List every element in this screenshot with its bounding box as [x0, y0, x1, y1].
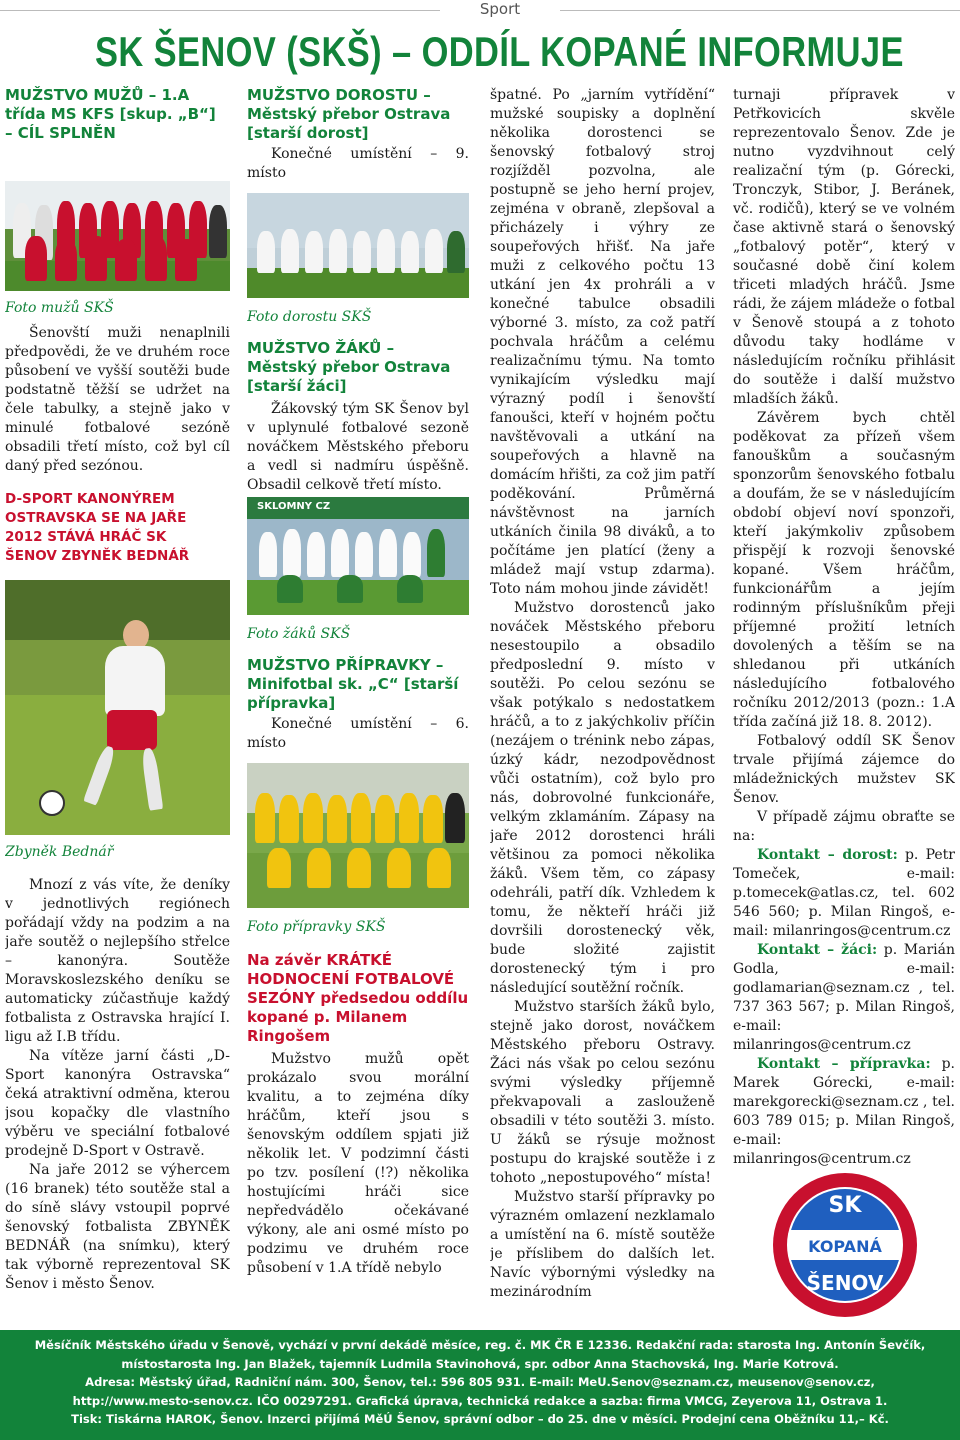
contact-zaci	[733, 941, 955, 1055]
contact-pripravka-text: p. Marek Górecki, e-mail: marekgorecki@seznam.cz , tel. 603 789 015; p. Milan Ringoš, e-mail: milanringos@centrum.cz	[733, 1056, 955, 1166]
summary-final	[733, 86, 955, 1166]
column-2	[247, 86, 469, 1326]
dorost-photo-caption: Foto dorostu SKŠ	[247, 309, 372, 325]
contact-zaci-label: Kontakt – žáci:	[757, 942, 878, 958]
bednar-photo-caption: Zbyněk Bednář	[5, 844, 114, 860]
men-paragraph: Šenovští muži nenaplnili předpovědi, že ve druhém roce působení ve vyšší soutěži bude podstatně těžší se udržet na čele tabulky, a stejně jako v minulé fotbalové sezóně obsadili třetí místo, což byl cíl daný před sezónou.	[5, 325, 230, 474]
header-rule-left	[0, 10, 440, 11]
contact-dorost-label: Kontakt – dorost:	[757, 847, 898, 863]
summary-paragraph-5: Mužstvo starší přípravky po výrazném omlazení nezklamalo a umístění na 6. místě soutěže je příslibem do dalších let. Navíc výbornými výsledky na mezinárodním	[490, 1189, 715, 1300]
logo-bottom-text: ŠENOV	[806, 1271, 884, 1295]
summary-continued	[490, 86, 715, 1302]
page-title: SK ŠENOV (SKŠ) – ODDÍL KOPANÉ INFORMUJE	[95, 28, 904, 75]
men-photo-caption: Foto mužů SKŠ	[5, 300, 114, 316]
pripravka-result-block	[247, 715, 469, 753]
logo-top-text: SK	[828, 1193, 862, 1218]
footer-line-3: Adresa: Městský úřad, Radniční nám. 300, Šenov, tel.: 596 805 931. E-mail: MeU.Senov@seznam.cz, meusenov@senov.cz,	[85, 1375, 875, 1389]
contact-pripravka-label: Kontakt – přípravka:	[757, 1056, 931, 1072]
men-team-photo	[5, 181, 230, 291]
summary-paragraph-3: Mužstvo dorostenců jako nováček Městského přeboru nesestoupilo a obsadilo předposlední 9. místo v soutěži. Po celou sezónu se však potýkalo s nedostatkem hráčů, a to z jakýchkoliv příčin (nezájem o trénink nebo zápas, úzký kádr, nezodpovědnost vůči ostatním), což bylo pro nás, dobrovolné funkcionáře, velkým zklamáním. Zápasy na jaře 2012 dorostenci hráli většinou za pomoci několika žáků. Všem těm, co zápasy odehráli, patří dík. Vzhledem k tomu, že někteří hráči již dovršili dorostenecký věk, bude složité zajistit dorostenecký tým i pro následující soutěžní ročník.	[490, 600, 715, 996]
summary-paragraph-6: turnaji přípravek v Petřkovicích skvěle reprezentovalo Šenov. Zde je nutno vyzdvihnout celý realizační tým (p. Górecki, Tronczyk, Stibor, J. Beránek, vč. rodičů), který se ve volném čase aktivně stará o šenovský „fotbalový potěr“, který v současné době činí kolem třiceti mladých hráčů. Jsme rádi, že zájem mládeže o fotbal v Šenově stoupá a z tohoto důvodu taky hodláme v následujícím ročníku přihlásit do soutěže i další mužstvo mladších žáků.	[733, 87, 955, 407]
pripravka-photo-caption: Foto přípravky SKŠ	[247, 919, 386, 935]
pripravka-team-photo	[247, 763, 469, 908]
masthead-footer	[0, 1330, 960, 1440]
header-rule-right	[560, 10, 960, 11]
pripravka-result: Konečné umístění – 6. místo	[247, 716, 469, 751]
summary-paragraph: Mužstvo mužů opět prokázalo svou morální kvalitu, a to zejména díky hráčům, kteří jsou s šenovským oddílem spjati již několik let. V podzimní části po tzv. posílení (!?) několika hostujícími hráči sice nepředvádělo očekávané výkony, ale ani osmé místo po podzimu ve druhém roce působení v 1.A třídě nebylo	[247, 1051, 469, 1276]
zaci-photo-caption: Foto žáků SKŠ	[247, 626, 351, 642]
logo-middle-text: KOPANÁ	[808, 1237, 882, 1256]
summary-article	[247, 1050, 469, 1278]
dorost-team-photo	[247, 193, 469, 298]
contact-pripravka	[733, 1055, 955, 1166]
summary-paragraph-2: špatné. Po „jarním vytřídění“ mužské soupisky a doplnění několika dorostenci se šenovský fotbalový stroj rozjížděl pozvolna, ale postupně se jeho herní projev, zejména v obraně, zlepšoval a přicházely i výhry ze soupeřových hřišť. Na jaře muži z celkového počtu 13 utkání jen 4x prohráli a v konečné tabulce obsadili výborné 3. místo, za což patří pochvala hráčům a celému realizačnímu týmu. Na tomto vynikajícím výsledku mají výrazný podíl i šenovští fanoušci, kteří v hojném počtu navštěvovali a utkání na soupeřových a hlavně na domácím hřišti, za což jim patří poděkování. Průměrná návštěvnost na jarních utkáních činila 98 diváků, a to počítáme jen platící (ženy a mládež mají vstup zdarma). Toto nám mohou jinde závidět!	[490, 87, 715, 597]
dorost-heading: MUŽSTVO DOROSTU – Městský přebor Ostrava [starší dorost]	[247, 86, 451, 142]
kanonyr-heading: D-SPORT KANONÝREM OSTRAVSKA SE NA JAŘE 2012 STÁVÁ HRÁČ SK ŠENOV ZBYNĚK BEDNÁŘ	[5, 491, 190, 564]
summary-paragraph-7: Závěrem bych chtěl poděkovat za přízeň všem fanouškům a současným sponzorům šenovského fotbalu a doufám, že se v následujícím období objeví noví sponzoři, kteří jakýmkoliv způsobem přispějí k rozvoji šenovské kopané. Všem hráčům, funkcionářům a jejím rodinným příslušníkům přeji příjemné prožití letních dovolených a těším se na shledanou při utkáních následujícího fotbalového ročníku 2012/2013 (pozn.: 1.A třída začíná již 18. 8. 2012).	[733, 410, 955, 730]
contact-dorost-text: p. Petr Tomeček, e-mail: p.tomecek@atlas.cz, tel. 602 546 560; p. Milan Ringoš, e-mail: milanringos@centrum.cz	[733, 847, 955, 939]
section-label: Sport	[479, 0, 521, 18]
footer-line-1: Měsíčník Městského úřadu v Šenově, vychází v první dekádě měsíce, reg. č. MK ČR E 12336. Redakční rada: starosta Ing. Antonín Ševčík,	[34, 1338, 926, 1352]
kanonyr-paragraph-1: Mnozí z vás víte, že deníky v jednotlivých regiónech pořádají vždy na podzim a na jaře soutěž o nejlepšího střelce – kanonýra. Soutěže Moravskoslezského deníku se automaticky zúčastňuje každý fotbalista z Ostravska hrající I. ligu až I.B třídu.	[5, 877, 230, 1045]
contact-zaci-text: p. Marián Godla, e-mail: godlamarian@seznam.cz , tel. 737 363 567; p. Milan Ringoš, e-mail: milanringos@centrum.cz	[733, 942, 955, 1053]
kanonyr-article	[5, 876, 230, 1294]
footer-line-4: http://www.mesto-senov.cz. IČO 00297291. Grafická úprava, technická redakce a sazba: firma VMCG, Zeyerova 11, Ostrava 1.	[72, 1393, 888, 1408]
contact-intro: V případě zájmu obraťte se na:	[733, 809, 955, 844]
zaci-team-photo	[247, 497, 469, 615]
zaci-article	[247, 400, 469, 495]
men-heading: MUŽSTVO MUŽŮ – 1.A třída MS KFS [skup. „B“] – CÍL SPLNĚN	[5, 86, 216, 142]
column-1	[5, 86, 230, 1326]
footer-line-2: místostarosta Ing. Jan Blažek, tajemník Ludmila Stavinohová, spr. odbor Anna Stachovská, Ing. Marie Kotrová.	[121, 1356, 839, 1371]
summary-heading: Na závěr KRÁTKÉ HODNOCENÍ FOTBALOVÉ SEZÓNY předsedou oddílu kopané p. Milanem Ringošem	[247, 951, 469, 1045]
zaci-photo-banner: SKLOMNY CZ	[247, 497, 469, 519]
pripravka-heading: MUŽSTVO PŘÍPRAVKY – Minifotbal sk. „C“ [starší přípravka]	[247, 656, 459, 712]
dorost-result-block	[247, 145, 469, 183]
kanonyr-paragraph-2: Na vítěze jarní části „D-Sport kanonýra Ostravska“ čeká atraktivní odměna, kterou jsou kopačky dle vlastního výběru ve speciální fotbalové prodejně D-Sport v Ostravě.	[5, 1048, 230, 1159]
footer-line-5: Tisk: Tiskárna HAROK, Šenov. Inzerci přijímá MěÚ Šenov, správní odbor – do 25. dne v měsíci. Prodejní cena Oběžníku 11,– Kč.	[71, 1412, 889, 1426]
men-article	[5, 324, 230, 476]
column-4	[733, 86, 955, 1166]
dorost-result: Konečné umístění – 9. místo	[247, 146, 469, 181]
zaci-paragraph: Žákovský tým SK Šenov byl v uplynulé fotbalové sezoně nováčkem Městského přeboru a vedl si nadmíru úspěšně. Obsadil celkově třetí místo.	[247, 401, 469, 493]
column-3	[490, 86, 715, 1326]
club-logo	[770, 1170, 920, 1320]
recruitment-paragraph: Fotbalový oddíl SK Šenov trvale přijímá zájemce do mládežnických mužstev SK Šenov.	[733, 733, 955, 806]
contact-dorost	[733, 846, 955, 941]
zaci-heading: MUŽSTVO ŽÁKŮ – Městský přebor Ostrava [starší žáci]	[247, 339, 451, 395]
kanonyr-paragraph-3: Na jaře 2012 se výhercem (16 branek) této soutěže stal a do síně slávy vstoupil poprvé šenovský fotbalista ZBYNĚK BEDNÁŘ (na snímku), který tak výborně reprezentoval SK Šenov i město Šenov.	[5, 1162, 230, 1292]
summary-paragraph-4: Mužstvo starších žáků bylo, stejně jako dorost, nováčkem Městského přeboru Ostravy. Žáci nás však po celou sezónu svými výsledky příjemně překvapovali a zaslouženě obsadili v této soutěži 3. místo. U žáků se rýsuje možnost postupu do krajské soutěže i z tohoto „nepostupového“ místa!	[490, 999, 715, 1186]
bednar-photo	[5, 580, 230, 835]
